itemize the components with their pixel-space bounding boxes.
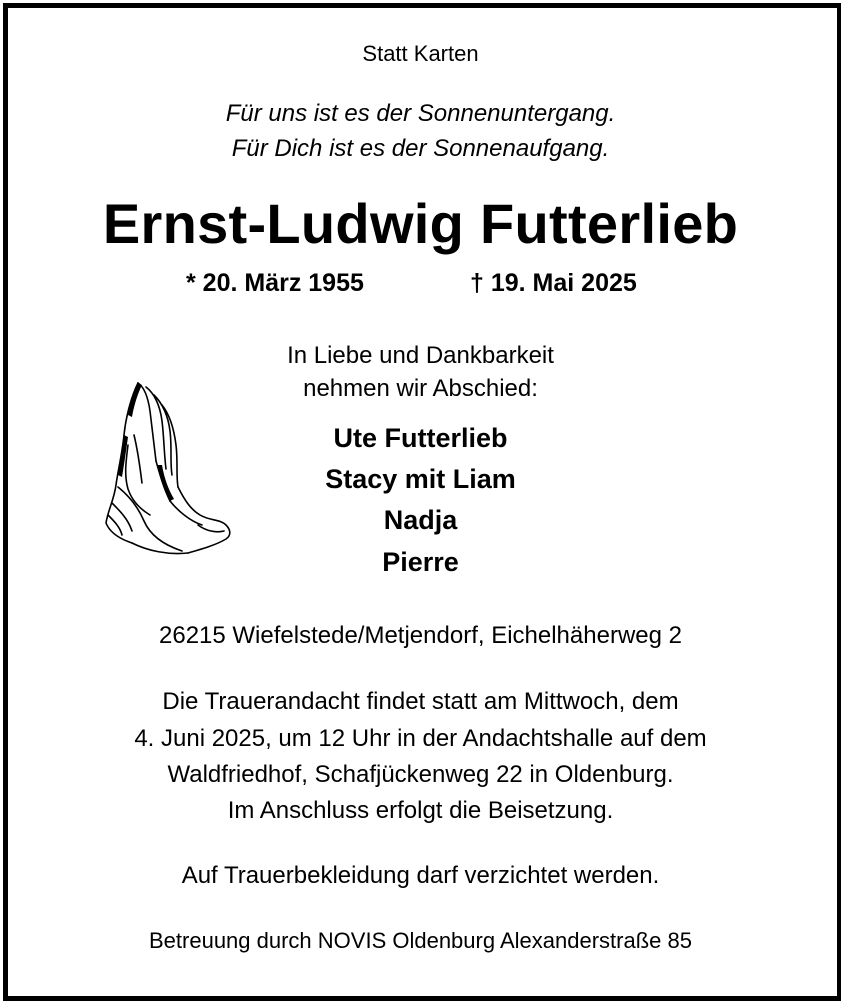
deceased-name: Ernst-Ludwig Futterlieb bbox=[102, 192, 739, 255]
header-text: Statt Karten bbox=[362, 41, 479, 66]
service-line: Im Anschluss erfolgt die Beisetzung. bbox=[227, 797, 614, 824]
birth-date: * 20. März 1955 bbox=[186, 269, 364, 297]
poem-line: Für Dich ist es der Sonnenaufgang. bbox=[231, 135, 610, 162]
poem-line: Für uns ist es der Sonnenuntergang. bbox=[225, 100, 616, 127]
intro-line: In Liebe und Dankbarkeit bbox=[287, 342, 554, 369]
intro-line: nehmen wir Abschied: bbox=[303, 375, 538, 402]
mourner-name: Ute Futterlieb bbox=[333, 423, 508, 453]
undertaker-line: Betreuung durch NOVIS Oldenburg Alexanderstraße 85 bbox=[149, 928, 692, 953]
service-line: Waldfriedhof, Schafjückenweg 22 in Oldenburg. bbox=[167, 761, 674, 788]
mourner-name: Nadja bbox=[383, 505, 458, 535]
family-address: 26215 Wiefelstede/Metjendorf, Eichelhäherweg 2 bbox=[159, 622, 682, 649]
service-line: 4. Juni 2025, um 12 Uhr in der Andachtshalle auf dem bbox=[134, 725, 707, 752]
death-date: † 19. Mai 2025 bbox=[470, 269, 637, 297]
mourner-name: Stacy mit Liam bbox=[325, 464, 516, 494]
mourner-name: Pierre bbox=[382, 547, 459, 577]
service-line: Die Trauerandacht findet statt am Mittwoch, dem bbox=[162, 688, 679, 715]
dress-note: Auf Trauerbekleidung darf verzichtet werden. bbox=[181, 862, 660, 889]
